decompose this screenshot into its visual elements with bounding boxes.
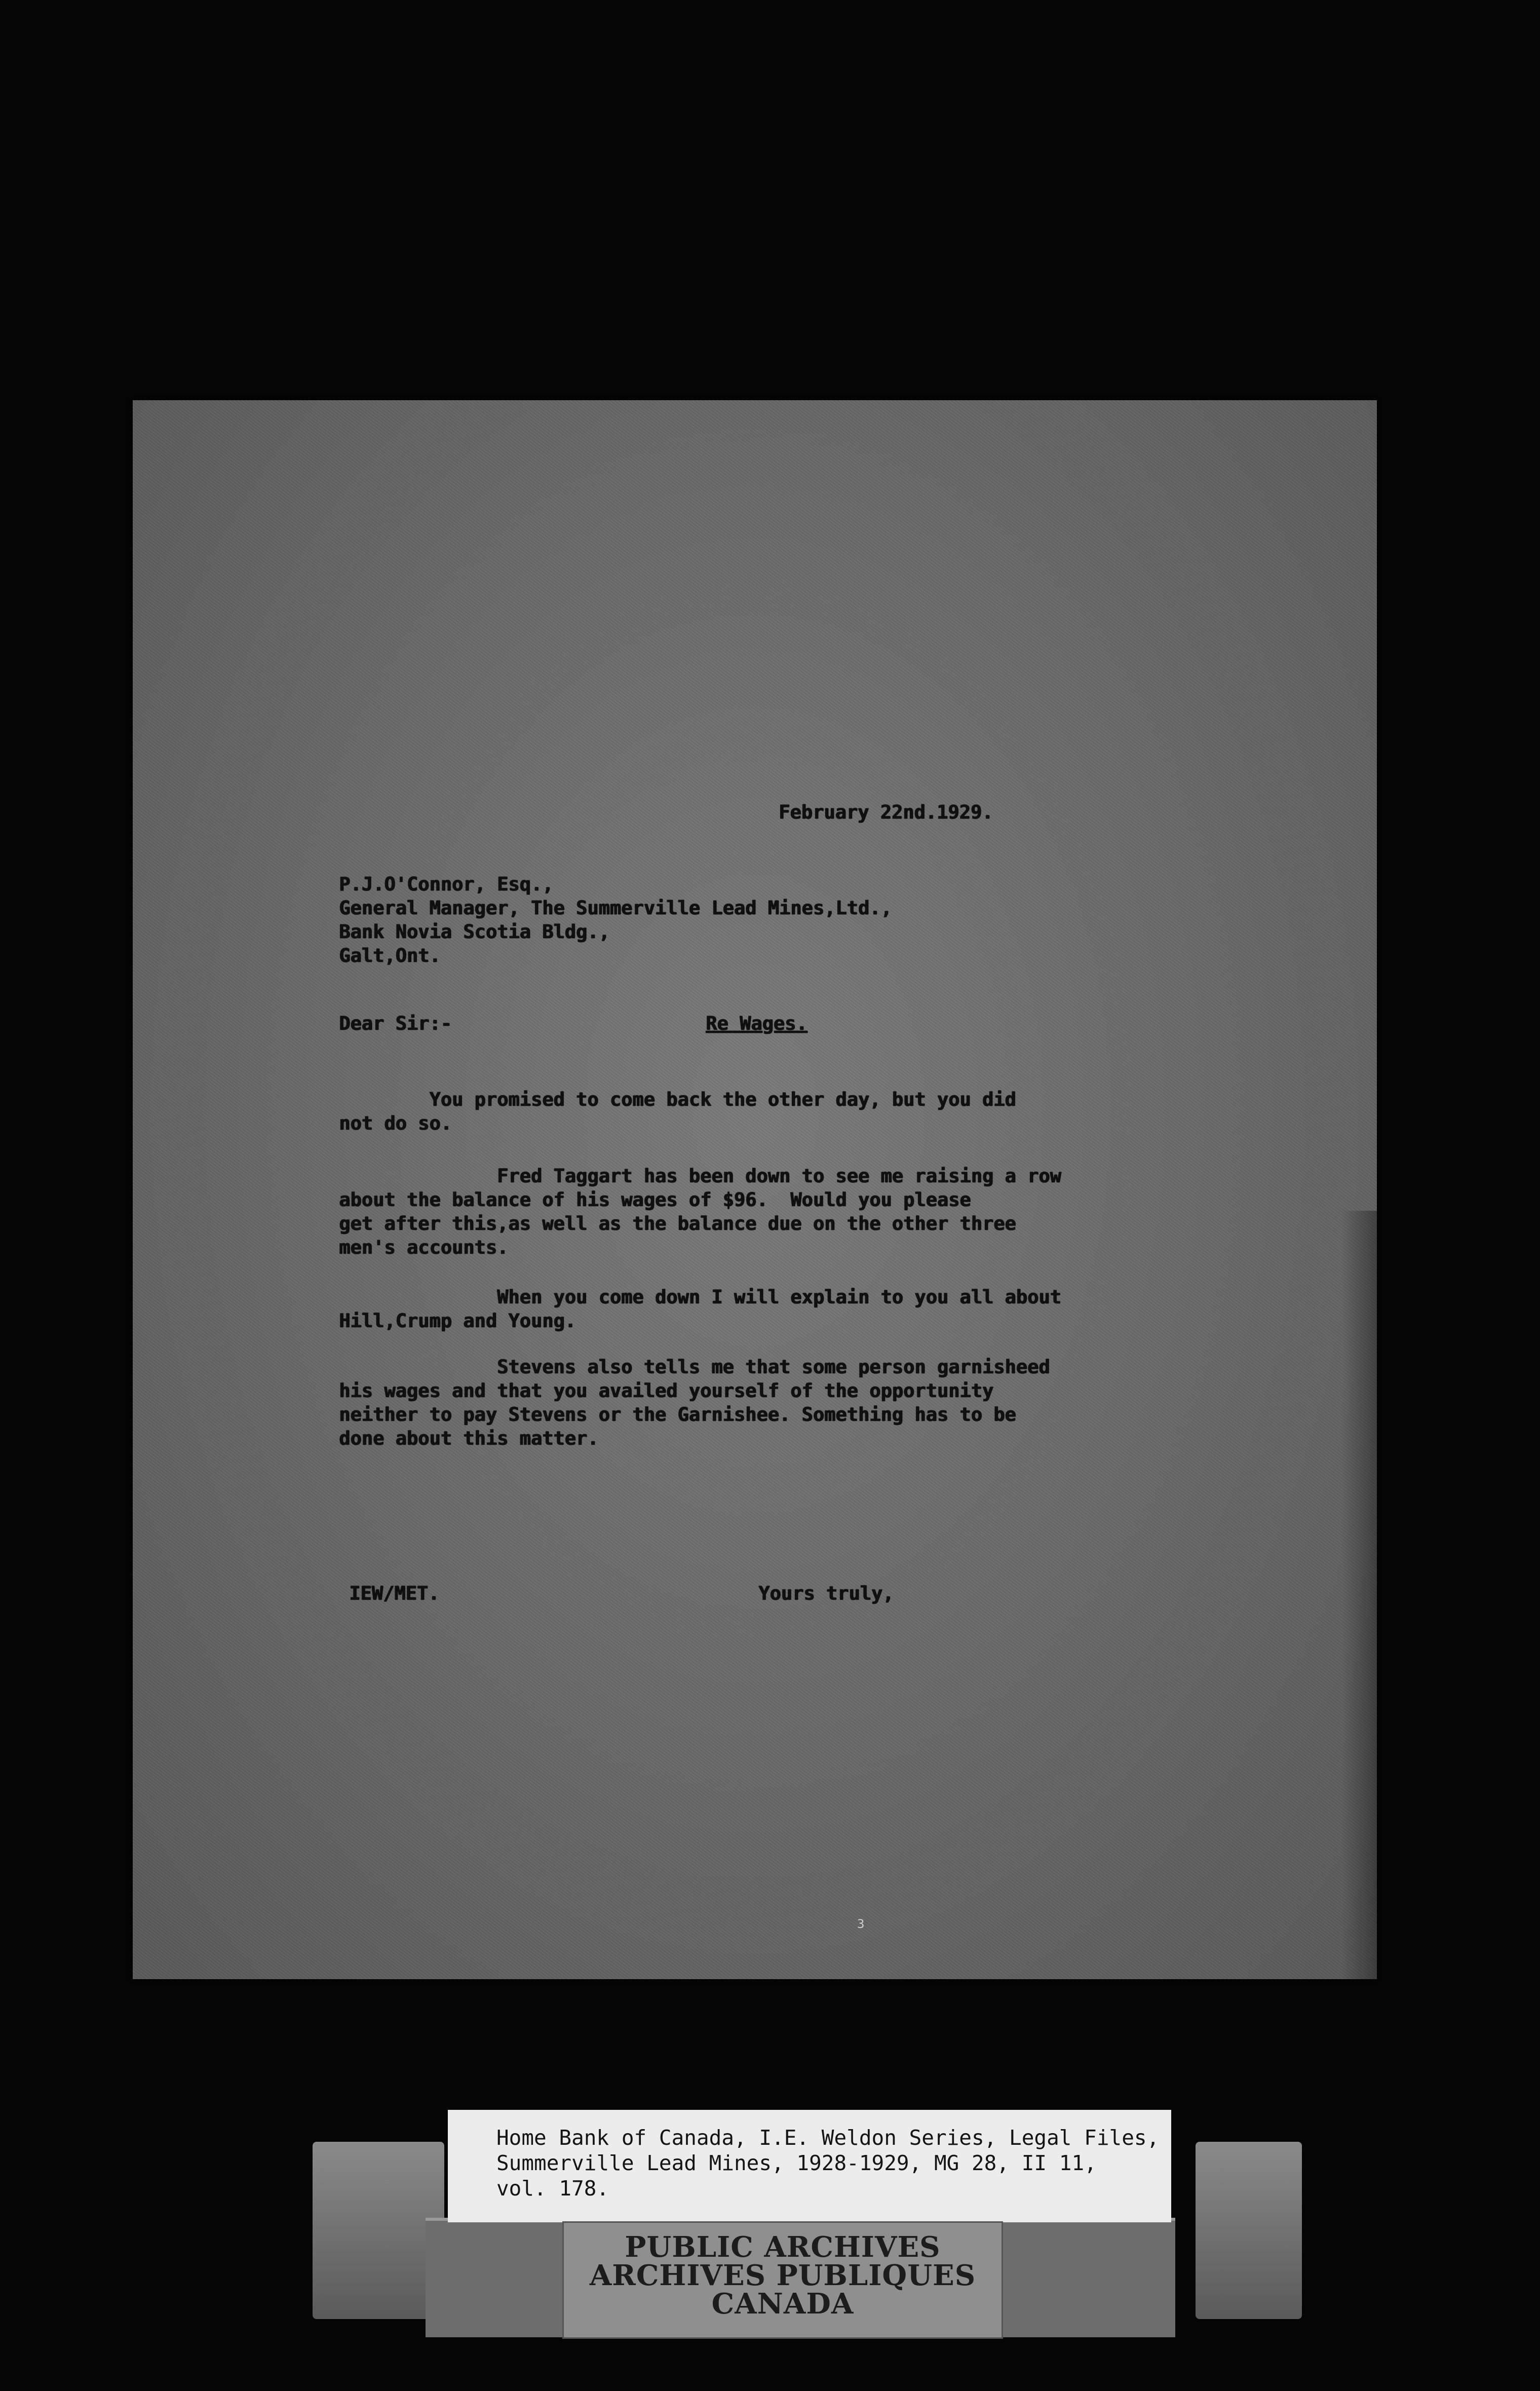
paragraph-4	[339, 1355, 1261, 1450]
public-archives-stamp	[562, 2221, 1003, 2339]
paragraph-line: get after this,as well as the balance due on the other three	[339, 1213, 1016, 1235]
paragraph-3	[339, 1285, 1261, 1333]
address-line: General Manager, The Summerville Lead Mines,Ltd.,	[339, 897, 892, 919]
paragraph-line: men's accounts.	[339, 1237, 509, 1258]
caption-line: Home Bank of Canada, I.E. Weldon Series, Legal Files,	[496, 2126, 1160, 2150]
address-line: Galt,Ont.	[339, 945, 441, 967]
paragraph-line: neither to pay Stevens or the Garnishee. Something has to be	[339, 1404, 1016, 1425]
paragraph-line: Fred Taggart has been down to see me raising a row	[339, 1165, 1061, 1187]
address-line: Bank Novia Scotia Bldg.,	[339, 921, 610, 943]
address-line: P.J.O'Connor, Esq.,	[339, 873, 554, 895]
caption-line: Summerville Lead Mines, 1928-1929, MG 28, II 11,	[496, 2151, 1097, 2175]
paragraph-line: You promised to come back the other day, but you did	[339, 1089, 1016, 1110]
paragraph-line: not do so.	[339, 1112, 452, 1134]
subject-line: Re Wages.	[706, 1013, 807, 1034]
paragraph-2	[339, 1164, 1261, 1259]
paragraph-line: Stevens also tells me that some person garnisheed	[339, 1356, 1050, 1378]
paragraph-line: When you come down I will explain to you all about	[339, 1286, 1061, 1308]
paragraph-line: Hill,Crump and Young.	[339, 1310, 576, 1332]
typist-initials: IEW/MET.	[349, 1583, 440, 1604]
stamp-line: PUBLIC ARCHIVES	[625, 2230, 941, 2264]
closing: Yours truly,	[758, 1583, 894, 1604]
paragraph-line: his wages and that you availed yourself of the opportunity	[339, 1380, 994, 1402]
paragraph-1	[339, 1088, 1261, 1135]
stamp-line: CANADA	[711, 2287, 854, 2321]
recipient-address	[339, 872, 1200, 968]
label-holder-right	[1196, 2142, 1302, 2319]
salutation: Dear Sir:-	[339, 1013, 452, 1034]
typed-letter	[133, 400, 1377, 1979]
paragraph-line: about the balance of his wages of $96. Would you please	[339, 1189, 971, 1211]
paragraph-line: done about this matter.	[339, 1428, 599, 1449]
letter-sheet	[133, 400, 1377, 1979]
paper-edge-shadow	[1341, 1211, 1377, 1979]
archive-caption-card	[448, 2110, 1171, 2222]
stamp-line: ARCHIVES PUBLIQUES	[589, 2259, 976, 2292]
label-holder-left	[313, 2142, 444, 2319]
caption-line: vol. 178.	[496, 2176, 609, 2201]
page-mark: 3	[857, 1917, 865, 1931]
letter-date: February 22nd.1929.	[779, 801, 993, 823]
